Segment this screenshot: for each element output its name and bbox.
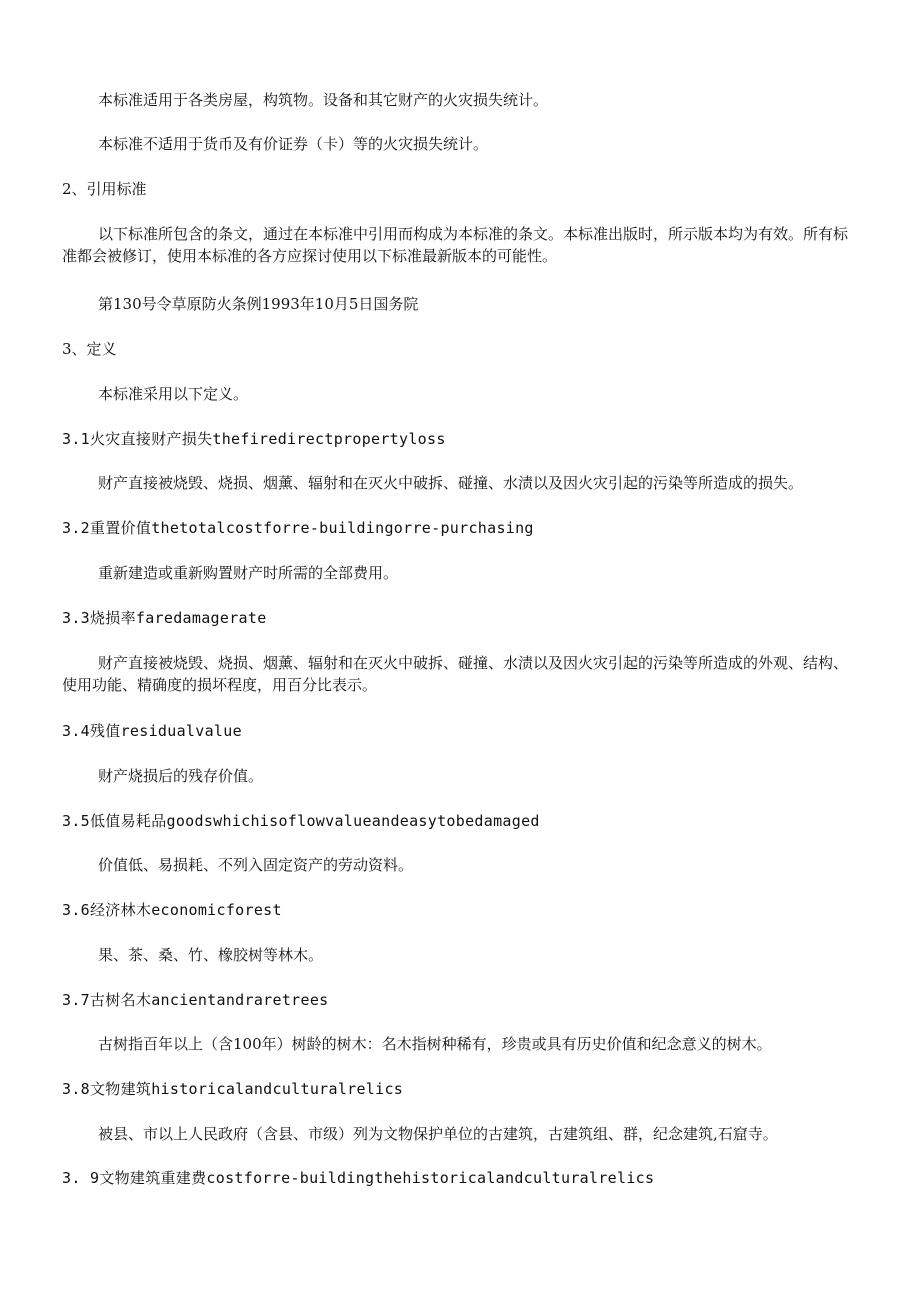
- definition-heading-3-8: [62, 1078, 403, 1100]
- definition-title: 低值易耗品goodswhichisoflowvalueandeasytobedamaged: [90, 812, 540, 830]
- definition-text-3-5: 价值低、易损耗、不列入固定资产的劳动资料。: [98, 856, 414, 874]
- definition-text-3-2: 重新建造或重新购置财产时所需的全部费用。: [98, 564, 399, 582]
- definition-number: 3. 9: [62, 1169, 100, 1187]
- definition-text-3-3: 财产直接被烧毁、烧损、烟薰、辐射和在灭火中破拆、碰撞、水渍以及因火灾引起的污染等所造成的外观、结构、使用功能、精确度的损坏程度，用百分比表示。: [62, 654, 849, 694]
- definition-number: 3.2: [62, 519, 90, 537]
- definition-title: 重置价值thetotalcostforre-buildingorre-purchasing: [90, 519, 534, 537]
- definition-heading-3-3: [62, 607, 267, 629]
- definition-number: 3.1: [62, 430, 90, 448]
- definition-heading-3-4: [62, 720, 242, 742]
- section-heading-references: 2、引用标准: [62, 180, 147, 198]
- definition-title: 古树名木ancientandraretrees: [90, 991, 329, 1009]
- definition-text-3-6: 果、茶、桑、竹、橡胶树等林木。: [98, 946, 324, 964]
- definition-title: 烧损率faredamagerate: [90, 609, 267, 627]
- definition-number: 3.8: [62, 1080, 90, 1098]
- definition-number: 3.4: [62, 722, 90, 740]
- definition-text-3-8: 被县、市以上人民政府（含县、市级）列为文物保护单位的古建筑，古建筑组、群，纪念建筑,石窟寺。: [98, 1125, 778, 1143]
- definition-heading-3-2: [62, 517, 534, 539]
- definition-title: 文物建筑historicalandculturalrelics: [90, 1080, 404, 1098]
- definition-title: 经济林木economicforest: [90, 901, 282, 919]
- definition-number: 3.5: [62, 812, 90, 830]
- definition-heading-3-1: [62, 428, 446, 450]
- definition-title: 文物建筑重建费costforre-buildingthehistoricalandculturalrelics: [99, 1169, 655, 1187]
- definition-heading-3-6: [62, 899, 282, 921]
- definition-number: 3.3: [62, 609, 90, 627]
- definition-number: 3.7: [62, 991, 90, 1009]
- definition-number: 3.6: [62, 901, 90, 919]
- definition-heading-3-7: [62, 989, 329, 1011]
- definition-title: 火灾直接财产损失thefiredirectpropertyloss: [90, 430, 446, 448]
- paragraph-scope: 本标准适用于各类房屋，构筑物。设备和其它财产的火灾损失统计。: [98, 91, 549, 109]
- section-heading-definitions: 3、定义: [62, 340, 117, 358]
- definition-title: 残值residualvalue: [90, 722, 242, 740]
- paragraph-definitions-intro: 本标准采用以下定义。: [98, 385, 249, 403]
- paragraph-regulation: 第130号令草原防火条例1993年10月5日国务院: [98, 295, 419, 313]
- paragraph-references: 以下标准所包含的条文，通过在本标准中引用而构成为本标准的条文。本标准出版时，所示版本均为有效。所有标准都会被修订，使用本标准的各方应探讨使用以下标准最新版本的可能性。: [62, 225, 849, 265]
- definition-text-3-4: 财产烧损后的残存价值。: [98, 767, 264, 785]
- paragraph-exclusion: 本标准不适用于货币及有价证券（卡）等的火灾损失统计。: [98, 135, 489, 153]
- definition-heading-3-5: [62, 810, 540, 832]
- definition-heading-3-9: [62, 1167, 654, 1189]
- definition-text-3-7: 古树指百年以上（含100年）树龄的树木：名木指树种稀有，珍贵或具有历史价值和纪念意义的树木。: [98, 1035, 772, 1053]
- definition-text-3-1: 财产直接被烧毁、烧损、烟薰、辐射和在灭火中破拆、碰撞、水渍以及因火灾引起的污染等所造成的损失。: [98, 474, 804, 492]
